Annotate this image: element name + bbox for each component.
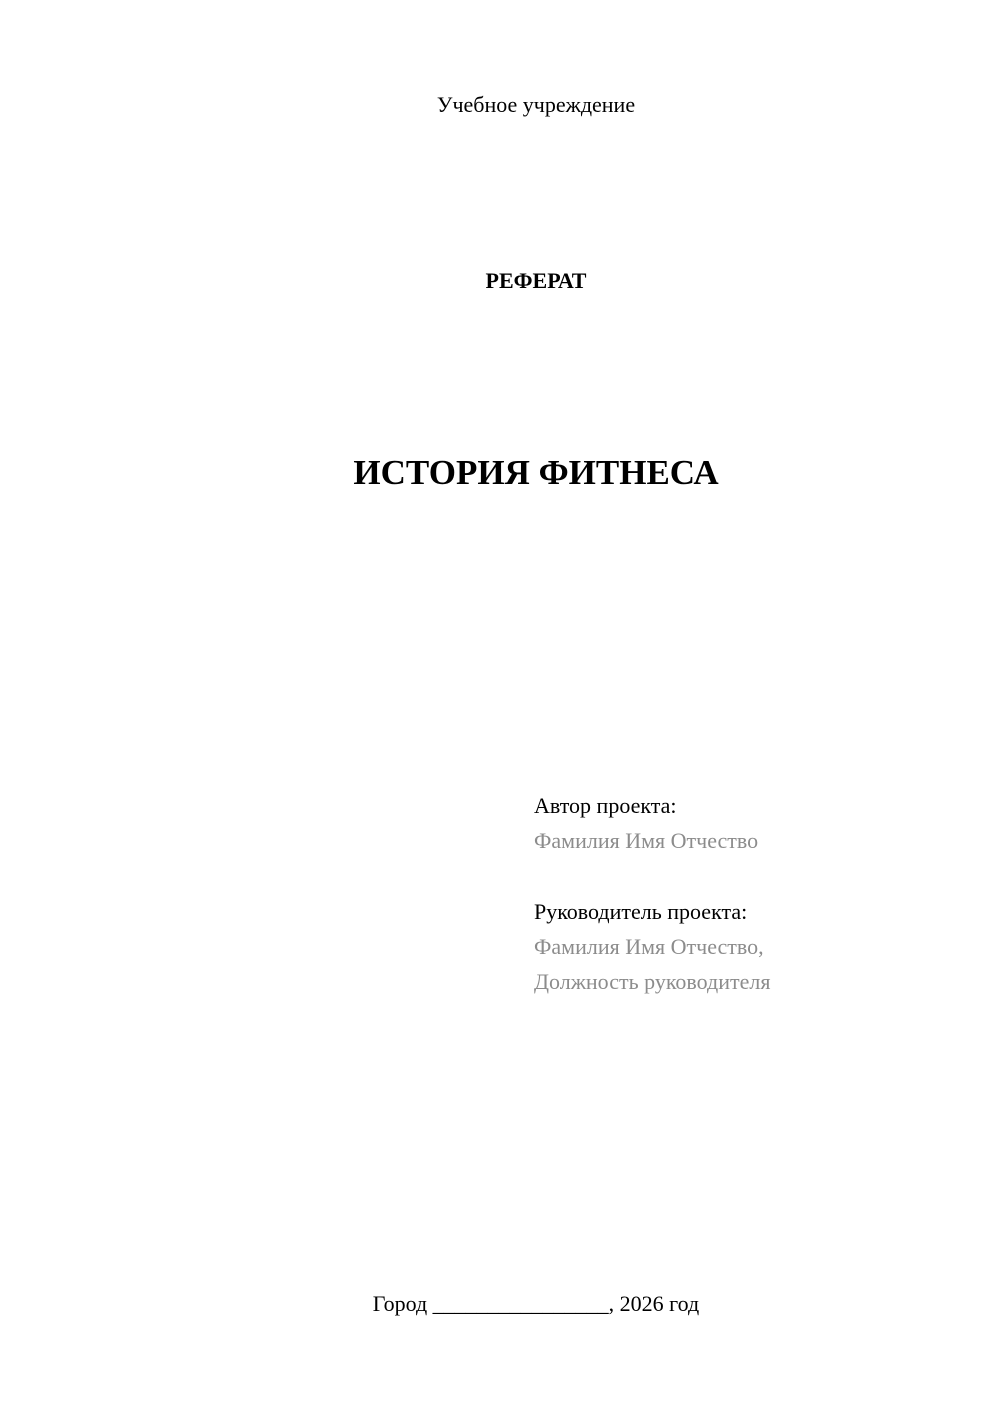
city-year-line: Город ________________, 2026 год [372, 1291, 700, 1316]
author-name: Фамилия Имя Отчество [534, 828, 759, 853]
supervisor-name: Фамилия Имя Отчество, [534, 934, 764, 959]
institution-name: Учебное учреждение [436, 92, 636, 117]
supervisor-position: Должность руководителя [534, 969, 771, 994]
document-type: РЕФЕРАТ [485, 268, 587, 293]
spacer [534, 858, 974, 894]
supervisor-label: Руководитель проекта: [534, 899, 748, 924]
document-title: ИСТОРИЯ ФИТНЕСА [353, 453, 719, 492]
author-label: Автор проекта: [534, 793, 677, 818]
project-info-block [534, 788, 974, 999]
